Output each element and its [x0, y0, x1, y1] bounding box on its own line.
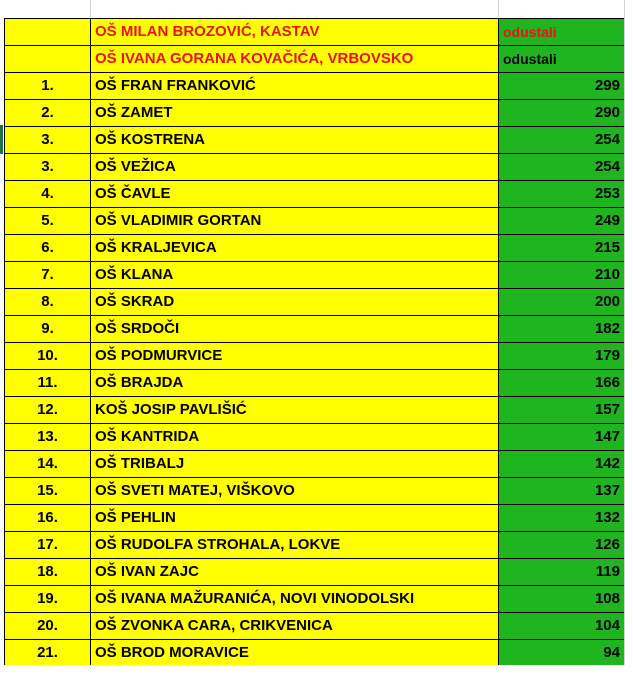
school-cell[interactable]: OŠ SRDOČI: [91, 316, 499, 343]
rank-cell[interactable]: 4.: [5, 181, 91, 208]
points-cell[interactable]: 137: [499, 478, 625, 505]
table-row: [5, 532, 625, 559]
status-cell[interactable]: odustali: [499, 19, 625, 46]
grid-cell[interactable]: [91, 0, 499, 18]
school-cell[interactable]: OŠ IVANA MAŽURANIĆA, NOVI VINODOLSKI: [91, 586, 499, 613]
table-row: [5, 316, 625, 343]
points-cell[interactable]: 290: [499, 100, 625, 127]
grid-cell[interactable]: [0, 0, 91, 18]
points-cell[interactable]: 210: [499, 262, 625, 289]
rank-cell[interactable]: 21.: [5, 640, 91, 667]
points-cell[interactable]: 104: [499, 613, 625, 640]
school-cell[interactable]: OŠ IVAN ZAJC: [91, 559, 499, 586]
school-cell[interactable]: OŠ BRAJDA: [91, 370, 499, 397]
table-row: [5, 127, 625, 154]
table-row: [5, 505, 625, 532]
table-row: [5, 208, 625, 235]
school-cell[interactable]: OŠ SKRAD: [91, 289, 499, 316]
school-cell[interactable]: OŠ PEHLIN: [91, 505, 499, 532]
school-cell[interactable]: OŠ KANTRIDA: [91, 424, 499, 451]
rank-cell[interactable]: 6.: [5, 235, 91, 262]
school-cell[interactable]: OŠ KRALJEVICA: [91, 235, 499, 262]
school-cell[interactable]: OŠ IVANA GORANA KOVAČIĆA, VRBOVSKO: [91, 46, 499, 73]
points-cell[interactable]: 249: [499, 208, 625, 235]
rank-cell[interactable]: 2.: [5, 100, 91, 127]
points-cell[interactable]: 119: [499, 559, 625, 586]
table-row: [5, 73, 625, 100]
rank-cell[interactable]: 8.: [5, 289, 91, 316]
rank-cell[interactable]: 9.: [5, 316, 91, 343]
rank-cell[interactable]: 17.: [5, 532, 91, 559]
table-row: [5, 478, 625, 505]
withdrawn-row: [5, 46, 625, 73]
points-cell[interactable]: 108: [499, 586, 625, 613]
row-selection-marker: [0, 125, 3, 154]
rank-cell[interactable]: 12.: [5, 397, 91, 424]
points-cell[interactable]: 166: [499, 370, 625, 397]
rank-cell[interactable]: 1.: [5, 73, 91, 100]
table-row: [5, 397, 625, 424]
points-cell[interactable]: 94: [499, 640, 625, 667]
table-row: [5, 289, 625, 316]
table-row: [5, 154, 625, 181]
school-cell[interactable]: OŠ VLADIMIR GORTAN: [91, 208, 499, 235]
rank-cell[interactable]: 3.: [5, 127, 91, 154]
table-row: [5, 343, 625, 370]
rank-cell[interactable]: 20.: [5, 613, 91, 640]
school-cell[interactable]: OŠ ČAVLE: [91, 181, 499, 208]
rank-cell[interactable]: 7.: [5, 262, 91, 289]
points-cell[interactable]: 132: [499, 505, 625, 532]
adjacent-column-edge[interactable]: [624, 0, 633, 684]
table-row: [5, 613, 625, 640]
school-cell[interactable]: OŠ ZVONKA CARA, CRIKVENICA: [91, 613, 499, 640]
points-cell[interactable]: 142: [499, 451, 625, 478]
school-cell[interactable]: KOŠ JOSIP PAVLIŠIĆ: [91, 397, 499, 424]
points-cell[interactable]: 179: [499, 343, 625, 370]
rank-cell[interactable]: 19.: [5, 586, 91, 613]
rank-cell[interactable]: 3.: [5, 154, 91, 181]
withdrawn-row: [5, 19, 625, 46]
school-cell[interactable]: OŠ BROD MORAVICE: [91, 640, 499, 667]
school-cell[interactable]: OŠ KOSTRENA: [91, 127, 499, 154]
school-cell[interactable]: OŠ RUDOLFA STROHALA, LOKVE: [91, 532, 499, 559]
points-cell[interactable]: 147: [499, 424, 625, 451]
points-cell[interactable]: 299: [499, 73, 625, 100]
rank-cell[interactable]: 13.: [5, 424, 91, 451]
ranking-table-body: [5, 19, 625, 667]
status-cell[interactable]: odustali: [499, 46, 625, 73]
points-cell[interactable]: 254: [499, 154, 625, 181]
points-cell[interactable]: 215: [499, 235, 625, 262]
points-cell[interactable]: 126: [499, 532, 625, 559]
school-cell[interactable]: OŠ PODMURVICE: [91, 343, 499, 370]
partial-row-above: [0, 0, 633, 18]
table-row: [5, 424, 625, 451]
rank-cell[interactable]: 14.: [5, 451, 91, 478]
school-cell[interactable]: OŠ MILAN BROZOVIĆ, KASTAV: [91, 19, 499, 46]
rank-cell[interactable]: [5, 19, 91, 46]
school-cell[interactable]: OŠ VEŽICA: [91, 154, 499, 181]
table-row: [5, 559, 625, 586]
table-row: [5, 451, 625, 478]
table-row: [5, 586, 625, 613]
points-cell[interactable]: 200: [499, 289, 625, 316]
rank-cell[interactable]: 15.: [5, 478, 91, 505]
school-cell[interactable]: OŠ SVETI MATEJ, VIŠKOVO: [91, 478, 499, 505]
school-cell[interactable]: OŠ FRAN FRANKOVIĆ: [91, 73, 499, 100]
points-cell[interactable]: 253: [499, 181, 625, 208]
table-row: [5, 370, 625, 397]
school-cell[interactable]: OŠ ZAMET: [91, 100, 499, 127]
points-cell[interactable]: 254: [499, 127, 625, 154]
table-row: [5, 100, 625, 127]
points-cell[interactable]: 157: [499, 397, 625, 424]
grid-cell[interactable]: [499, 0, 625, 18]
rank-cell[interactable]: 11.: [5, 370, 91, 397]
table-row: [5, 235, 625, 262]
table-row: [5, 640, 625, 667]
rank-cell[interactable]: 5.: [5, 208, 91, 235]
ranking-table: [4, 18, 625, 667]
empty-row-below[interactable]: [0, 665, 633, 684]
rank-cell[interactable]: 18.: [5, 559, 91, 586]
points-cell[interactable]: 182: [499, 316, 625, 343]
school-cell[interactable]: OŠ TRIBALJ: [91, 451, 499, 478]
rank-cell[interactable]: 10.: [5, 343, 91, 370]
rank-cell[interactable]: [5, 46, 91, 73]
table-row: [5, 181, 625, 208]
school-cell[interactable]: OŠ KLANA: [91, 262, 499, 289]
rank-cell[interactable]: 16.: [5, 505, 91, 532]
table-row: [5, 262, 625, 289]
